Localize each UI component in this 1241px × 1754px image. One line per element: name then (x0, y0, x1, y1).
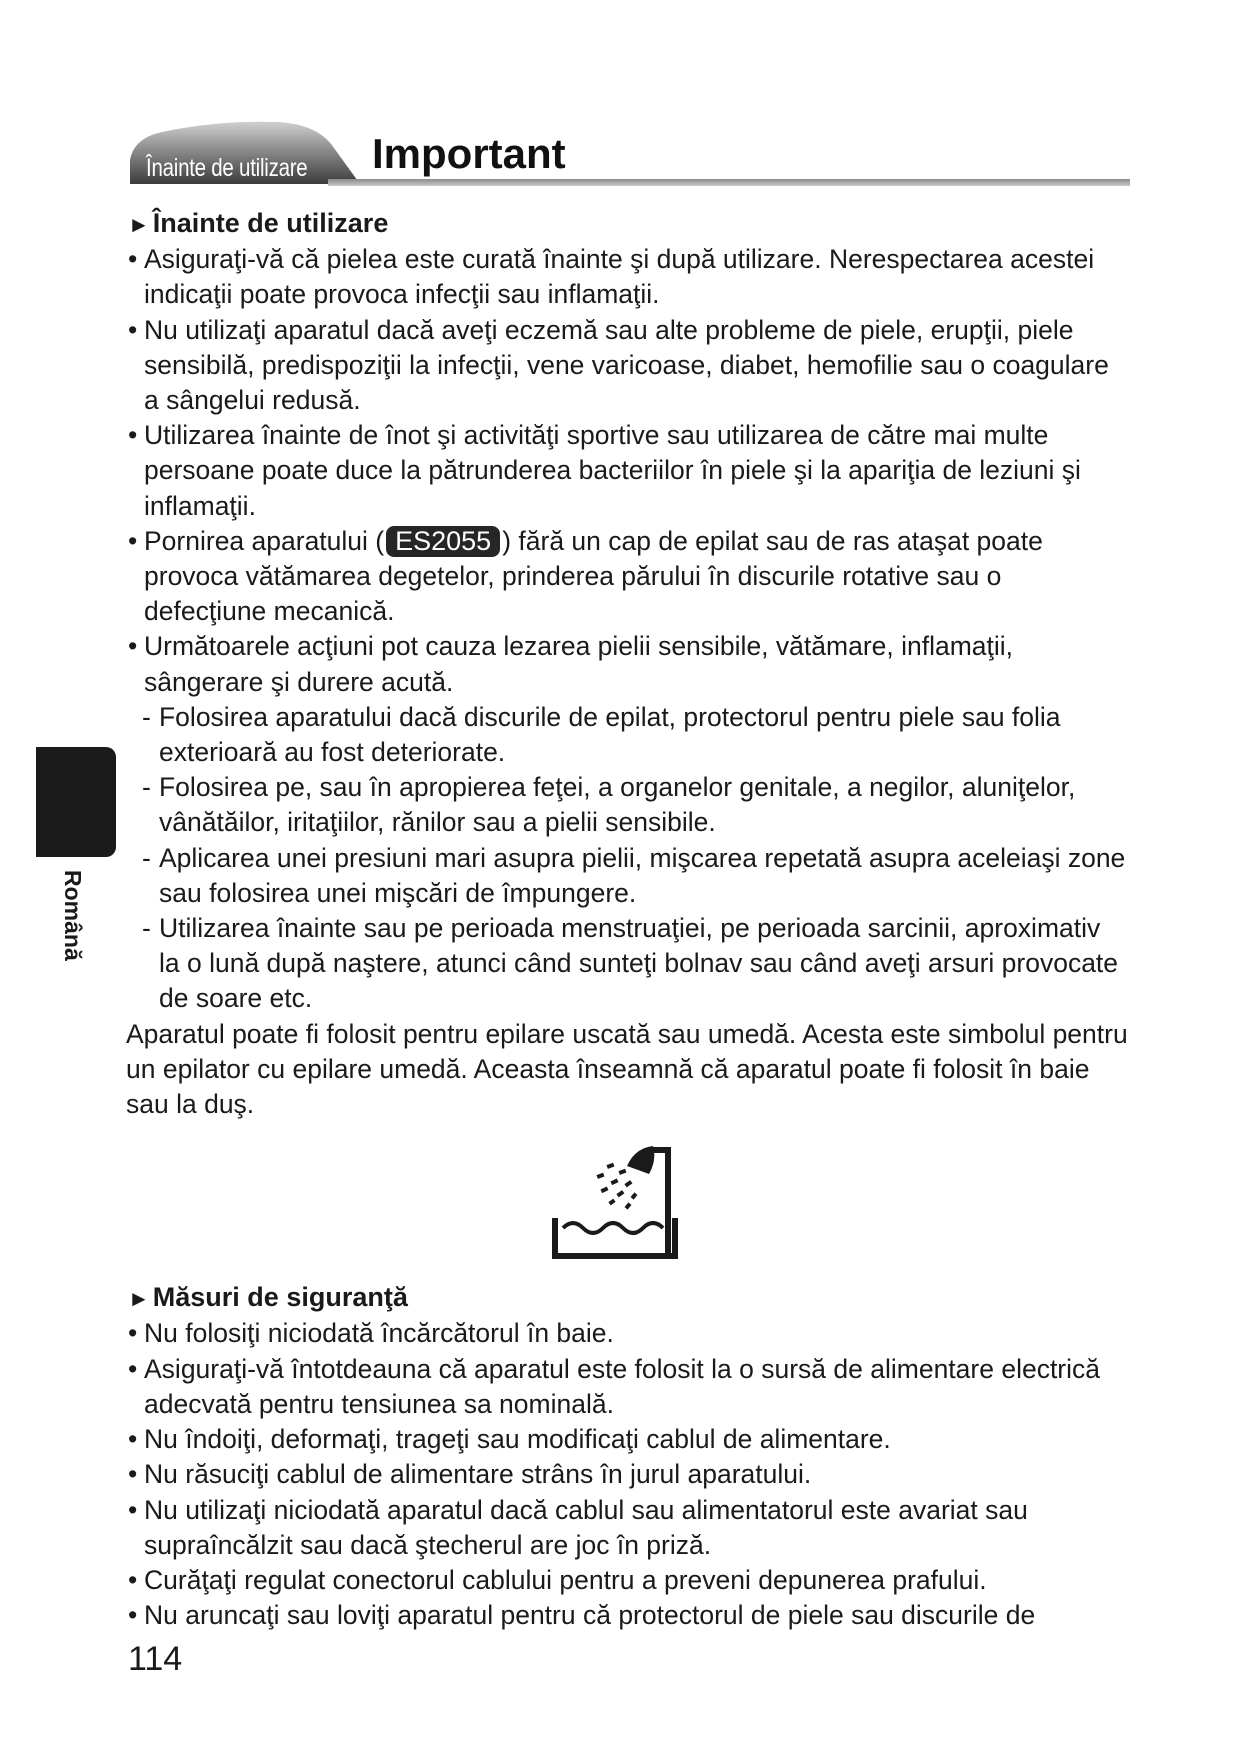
list-item: • Nu utilizaţi niciodată aparatul dacă cablul sau alimentatorul este avariat sau supraîncălzit sau dacă ştecherul are joc în priză. (128, 1493, 1128, 1563)
language-side-tab (36, 747, 116, 857)
list-item: • Asiguraţi-vă întotdeauna că aparatul este folosit la o sursă de alimentare electrică adecvată pentru tensiunea sa nominală. (128, 1352, 1128, 1422)
sub-list-item: - Aplicarea unei presiuni mari asupra pielii, mişcarea repetată asupra aceleiaşi zone sau folosirea unei mişcări de împungere. (128, 841, 1128, 911)
model-badge: ES2055 (386, 526, 500, 557)
list-item: • Nu aruncaţi sau loviţi aparatul pentru că protectorul de piele sau discurile de (128, 1598, 1128, 1633)
arrow-icon: ► (128, 1286, 150, 1312)
page-number: 114 (128, 1640, 183, 1678)
list-item: • Curăţaţi regulat conectorul cablului pentru a preveni depunerea prafului. (128, 1563, 1128, 1598)
section-heading-safety: ► Măsuri de siguranţă (128, 1282, 408, 1313)
list-item: • Următoarele acţiuni pot cauza lezarea pielii sensibile, vătămare, inflamaţii, sângerare şi durere acută. (128, 629, 1128, 699)
shower-bath-icon (549, 1144, 681, 1262)
list-item-model: • Pornirea aparatului ( ES2055 ) fără un cap de epilat sau de ras ataşat poate provoca vătămarea degetelor, prinderea părului în discurile rotative sau o defecţiune mecanică. (128, 524, 1128, 630)
sub-list-item: - Folosirea pe, sau în apropierea feţei, a organelor genitale, a negilor, aluniţelor, vânătăilor, iritaţiilor, rănilor sau a pielii sensibile. (128, 770, 1128, 840)
section-tab-label: Înainte de utilizare (146, 154, 308, 182)
list-item: • Utilizarea înainte de înot şi activităţi sportive sau utilizarea de către mai multe persoane poate duce la pătrunderea bacteriilor în piele şi la apariţia de leziuni şi inflamaţii. (128, 418, 1128, 524)
list-item: • Nu îndoiţi, deformaţi, trageţi sau modificaţi cablul de alimentare. (128, 1422, 1128, 1457)
list-item: • Nu folosiţi niciodată încărcătorul în baie. (128, 1316, 1128, 1351)
safety-section (128, 1280, 1128, 1633)
list-item: • Nu utilizaţi aparatul dacă aveţi eczemă sau alte probleme de piele, erupţii, piele sensibilă, predispoziţii la infecţii, vene varicoase, diabet, hemofilie sau o coagulare a sângelui redusă. (128, 313, 1128, 419)
header-divider (328, 179, 1130, 186)
sub-list-item: - Utilizarea înainte sau pe perioada menstruaţiei, pe perioada sarcinii, aproximativ la o lună după naştere, atunci când sunteţi bolnav sau când aveţi arsuri provocate de soare etc. (128, 911, 1128, 1017)
section-tab (128, 118, 360, 184)
wet-use-paragraph: Aparatul poate fi folosit pentru epilare uscată sau umedă. Acesta este simbolul pentru un epilator cu epilare umedă. Aceasta înseamnă că aparatul poate fi folosit în baie sau la duş. (126, 1018, 1128, 1120)
sub-list-item: - Folosirea aparatului dacă discurile de epilat, protectorul pentru piele sau folia exterioară au fost deteriorate. (128, 700, 1128, 770)
arrow-icon: ► (128, 212, 150, 237)
list-item: • Asiguraţi-vă că pielea este curată înainte şi după utilizare. Nerespectarea acestei indicaţii poate provoca infecţii sau inflamaţii. (128, 242, 1128, 312)
page-header (128, 118, 1130, 192)
page-title: Important (372, 130, 566, 177)
list-item: • Nu răsuciţi cablul de alimentare strâns în jurul aparatului. (128, 1457, 1128, 1492)
language-label: Română (60, 870, 86, 961)
section-heading-before-use: ► Înainte de utilizare (128, 208, 389, 238)
main-content (128, 206, 1128, 1633)
